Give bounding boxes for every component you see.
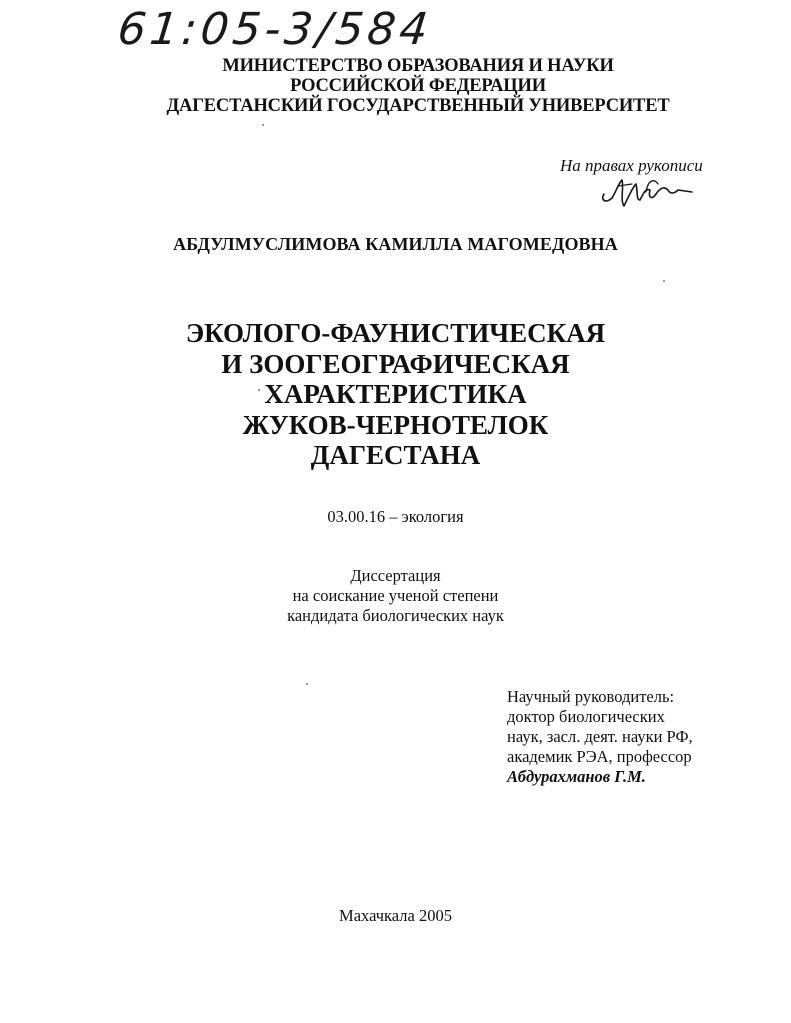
- supervisor-line-3: академик РЭА, профессор: [507, 747, 692, 766]
- ministry-line: МИНИСТЕРСТВО ОБРАЗОВАНИЯ И НАУКИ: [222, 56, 614, 76]
- title-line-5: ДАГЕСТАНА: [310, 440, 481, 470]
- specialty-code: 03.00.16 – экология: [327, 507, 464, 526]
- thesis-title: [0, 318, 791, 471]
- scan-speck: [262, 124, 264, 126]
- supervisor-name: Абдурахманов Г.М.: [507, 767, 646, 786]
- federation-line: РОССИЙСКОЙ ФЕДЕРАЦИИ: [290, 76, 546, 96]
- title-line-3: ХАРАКТЕРИСТИКА: [264, 379, 527, 409]
- institution-header: [0, 56, 791, 116]
- city-year: Махачкала 2005: [339, 906, 452, 925]
- degree-line-3: кандидата биологических наук: [287, 606, 504, 625]
- scan-speck: [258, 389, 260, 391]
- archive-code: 61:05-3/584: [115, 4, 435, 55]
- signature-icon: [598, 170, 698, 212]
- supervisor-line-1: доктор биологических: [507, 707, 665, 726]
- scan-speck: [306, 683, 308, 685]
- scan-speck: [663, 280, 665, 282]
- manuscript-rights-note: На правах рукописи: [560, 156, 703, 175]
- title-line-1: ЭКОЛОГО-ФАУНИСТИЧЕСКАЯ: [185, 318, 606, 348]
- supervisor-info: [507, 687, 693, 787]
- title-line-4: ЖУКОВ-ЧЕРНОТЕЛОК: [242, 409, 549, 440]
- supervisor-label: Научный руководитель:: [507, 687, 675, 706]
- author-name: АБДУЛМУСЛИМОВА КАМИЛЛА МАГОМЕДОВНА: [173, 234, 618, 254]
- university-line: ДАГЕСТАНСКИЙ ГОСУДАРСТВЕННЫЙ УНИВЕРСИТЕТ: [166, 96, 670, 116]
- supervisor-line-2: наук, засл. деят. науки РФ,: [507, 727, 693, 746]
- degree-line-1: Диссертация: [350, 566, 441, 585]
- title-line-2: И ЗООГЕОГРАФИЧЕСКАЯ: [221, 348, 570, 379]
- degree-info: [0, 566, 791, 626]
- degree-line-2: на соискание ученой степени: [292, 586, 499, 605]
